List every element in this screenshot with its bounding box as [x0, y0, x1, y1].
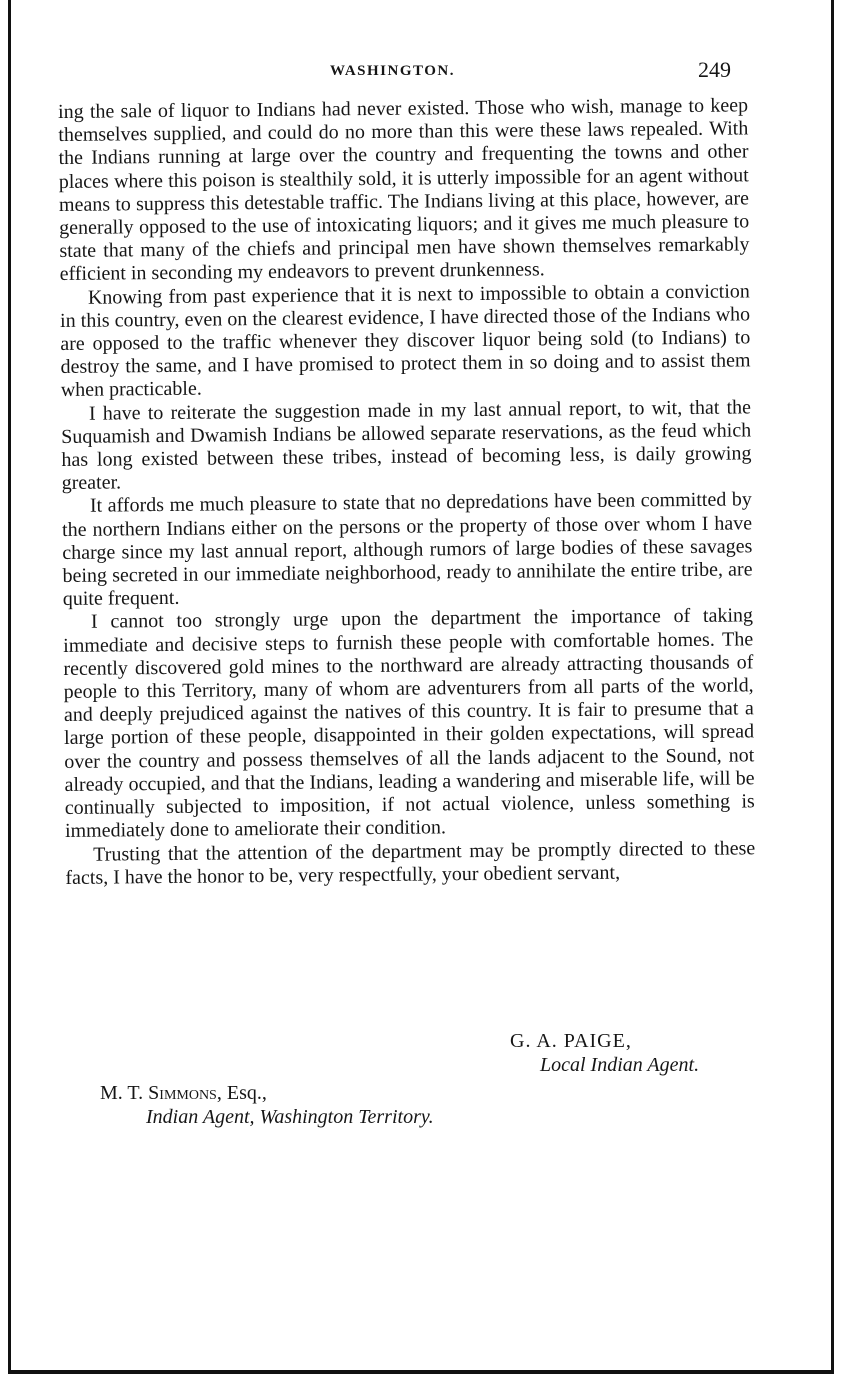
addressee-initials: M. T. [100, 1082, 149, 1104]
body-text [58, 94, 756, 889]
addressee-name [100, 1082, 267, 1105]
paragraph: I cannot too strongly urge upon the department the importance of taking immediate and decisive steps to furnish these people with comfortable homes. The recently discovered gold mines to the northward are already attracting thousands of people to this Territory, many of whom are adventurers from all parts of the world, and deeply prejudiced against the natives of this country. It is fair to presume that a large portion of these people, disappointed in their golden expectations, will spread over the country and possess themselves of all the lands adjacent to the Sound, not already occupied, and that the Indians, leading a wandering and miserable life, will be continually subjected to imposition, if not actual violence, unless something is immediately done to ameliorate their condition. [63, 604, 755, 843]
addressee-suffix: , Esq., [216, 1082, 267, 1104]
paragraph: Knowing from past experience that it is next to impossible to obtain a conviction in this country, even on the clearest evidence, I have directed those of the Indians who are opposed to the traffic whenever they discover liquor being sold (to Indians) to destroy the same, and I have promised to protect them in so doing and to assist them when practicable. [60, 279, 751, 402]
closing-block [0, 1030, 844, 1128]
addressee-surname: Simmons [148, 1082, 217, 1104]
paragraph: It affords me much pleasure to state that no depredations have been committed by the northern Indians either on the persons or the property of those over whom I have charge since my last annual report, although rumors of large bodies of these savages being secreted in our immediate neighborhood, ready to annihilate the entire tribe, are quite frequent. [62, 488, 753, 611]
addressee-title: Indian Agent, Washington Territory. [146, 1106, 434, 1128]
running-head: WASHINGTON. [330, 63, 456, 79]
signature-title: Local Indian Agent. [540, 1054, 700, 1076]
paragraph: I have to reiterate the suggestion made in my last annual report, to wit, that the Suquamish and Dwamish Indians be allowed separate reservations, as the feud which has long existed between these tribes, instead of becoming less, is daily growing greater. [61, 396, 752, 495]
paragraph: ing the sale of liquor to Indians had never existed. Those who wish, manage to keep themselves supplied, and could do no more than this were these laws repealed. With the Indians running at large over the country and frequenting the towns and other places where this poison is stealthily sold, it is utterly impossible for an agent without means to suppress this detestable traffic. The Indians living at this place, however, are generally opposed to the use of intoxicating liquors; and it gives me much pleasure to state that many of the chiefs and principal men have shown themselves remarkably efficient in seconding my endeavors to prevent drunkenness. [58, 94, 750, 286]
page-number: 249 [698, 57, 731, 82]
paragraph: Trusting that the attention of the department may be promptly directed to these facts, I have the honor to be, very respectfully, your obedient servant, [65, 836, 756, 889]
signature-name: G. A. PAIGE, [510, 1030, 632, 1052]
